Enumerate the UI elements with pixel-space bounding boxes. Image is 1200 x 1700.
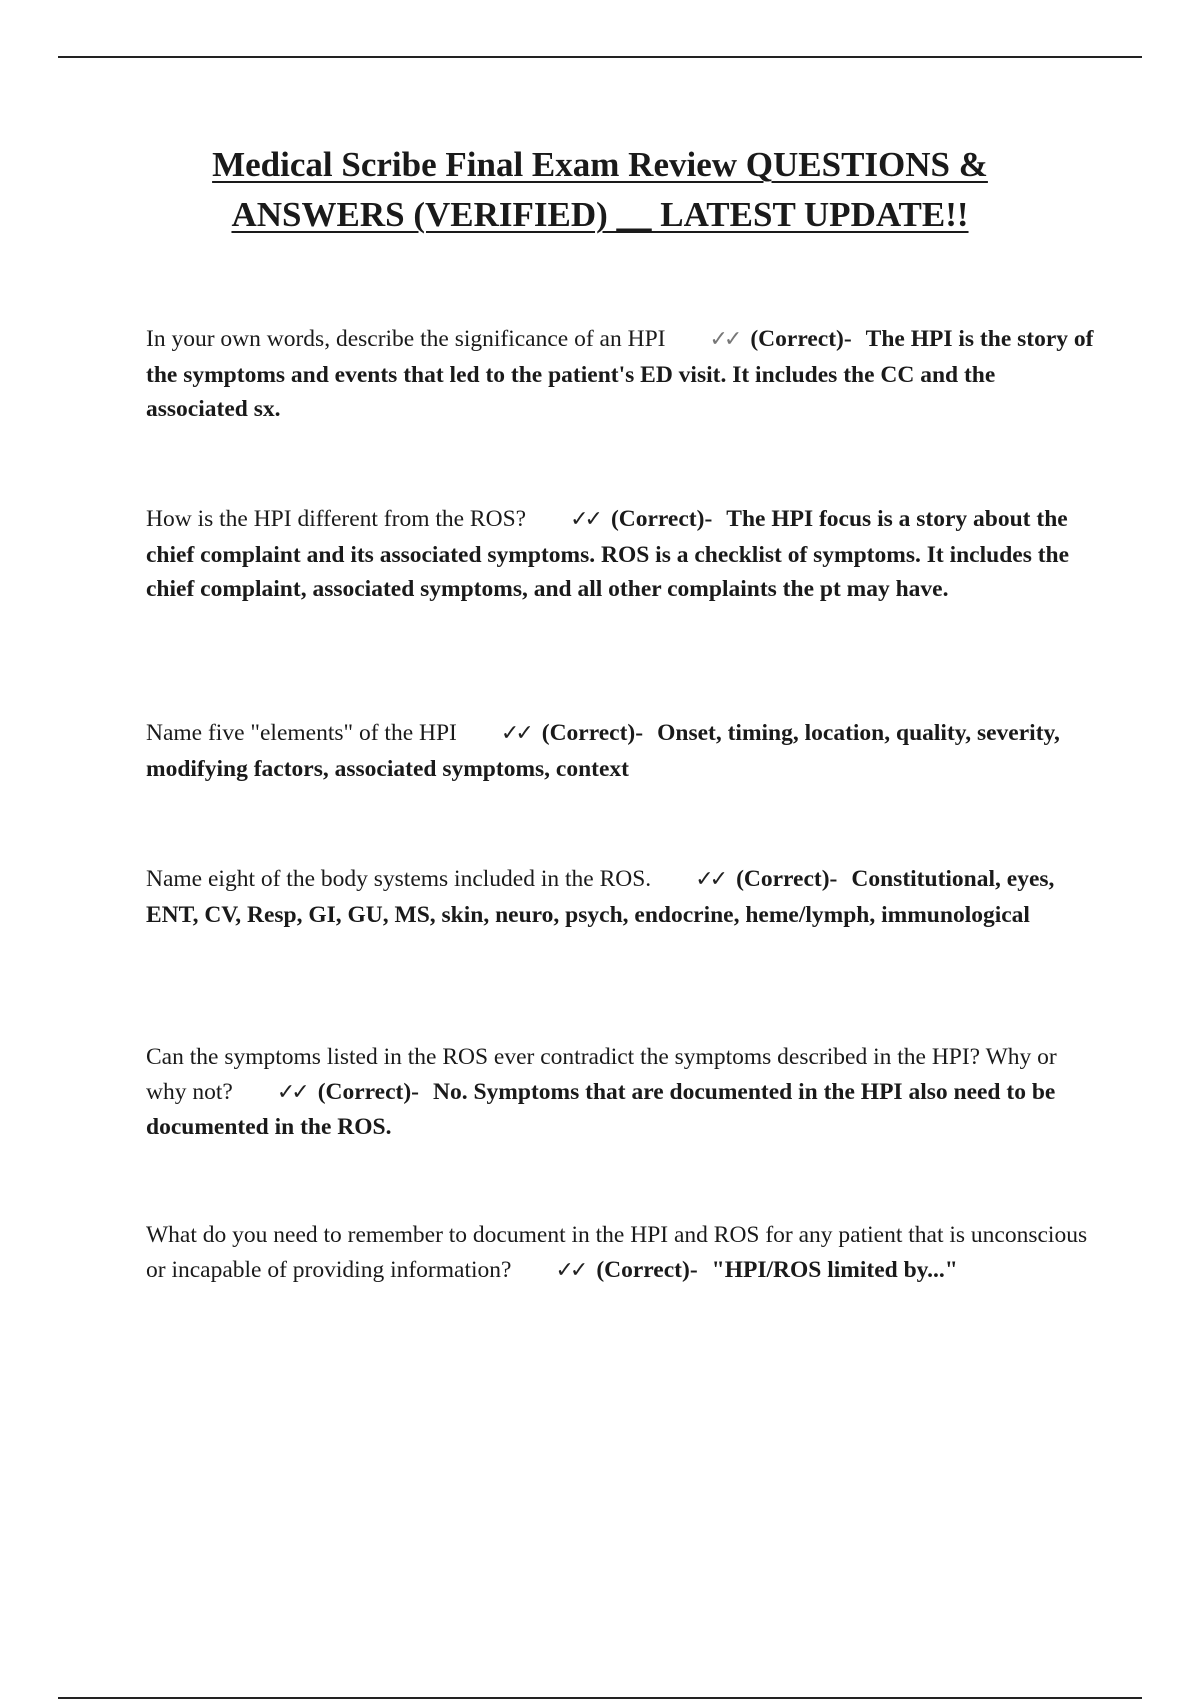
correct-tag: (Correct)- xyxy=(317,1078,420,1105)
correct-tag: (Correct)- xyxy=(736,866,838,892)
answer-text: Onset, timing, location, quality, severity, modifying factors, associated symptoms, context xyxy=(146,720,1060,782)
header-rule xyxy=(58,56,1142,58)
correct-tag: (Correct)- xyxy=(596,1256,698,1283)
double-check-icon: ✓✓ xyxy=(276,1079,306,1105)
qa-item-6 xyxy=(146,1218,1096,1288)
qa-item-5 xyxy=(146,1040,1096,1145)
question-text: Name five "elements" of the HPI xyxy=(146,720,457,746)
qa-item-4 xyxy=(146,862,1096,932)
qa-item-3 xyxy=(146,716,1096,786)
footer-rule xyxy=(58,1697,1142,1699)
double-check-icon: ✓✓ xyxy=(709,327,739,352)
question-text: In your own words, describe the significance of an HPI xyxy=(146,326,666,352)
correct-tag: (Correct)- xyxy=(541,720,644,746)
double-check-icon: ✓✓ xyxy=(695,867,725,892)
correct-tag: (Correct)- xyxy=(750,326,852,352)
answer-text: The HPI is the story of the symptoms and events that led to the patient's ED visit. It includes the CC and the associated sx. xyxy=(146,326,1094,422)
title-line-2: ANSWERS (VERIFIED) __ LATEST UPDATE!! xyxy=(231,195,969,234)
answer-text: The HPI focus is a story about the chief complaint and its associated symptoms. ROS is a checklist of symptoms. It includes the chief complaint, associated symptoms, and all other complaints the pt may have. xyxy=(146,506,1070,602)
title-line-1: Medical Scribe Final Exam Review QUESTIONS & xyxy=(212,145,988,184)
double-check-icon: ✓✓ xyxy=(555,1257,585,1283)
double-check-icon: ✓✓ xyxy=(570,507,599,532)
correct-tag: (Correct)- xyxy=(610,506,713,532)
qa-item-2 xyxy=(146,502,1096,607)
question-text: Can the symptoms listed in the ROS ever contradict the symptoms described in the HPI? Why or why not? xyxy=(146,1044,1057,1105)
answer-text: "HPI/ROS limited by..." xyxy=(711,1256,958,1283)
question-text: How is the HPI different from the ROS? xyxy=(146,506,527,532)
page-title xyxy=(140,140,1060,240)
answer-text: No. Symptoms that are documented in the HPI also need to be documented in the ROS. xyxy=(146,1078,1056,1140)
double-check-icon: ✓✓ xyxy=(500,721,530,746)
answer-text: Constitutional, eyes, ENT, CV, Resp, GI, GU, MS, skin, neuro, psych, endocrine, heme/lymph, immunological xyxy=(146,866,1055,928)
question-text: Name eight of the body systems included in the ROS. xyxy=(146,866,652,892)
question-text: What do you need to remember to document in the HPI and ROS for any patient that is unconscious or incapable of providing information? xyxy=(146,1222,1088,1283)
qa-item-1 xyxy=(146,322,1096,427)
